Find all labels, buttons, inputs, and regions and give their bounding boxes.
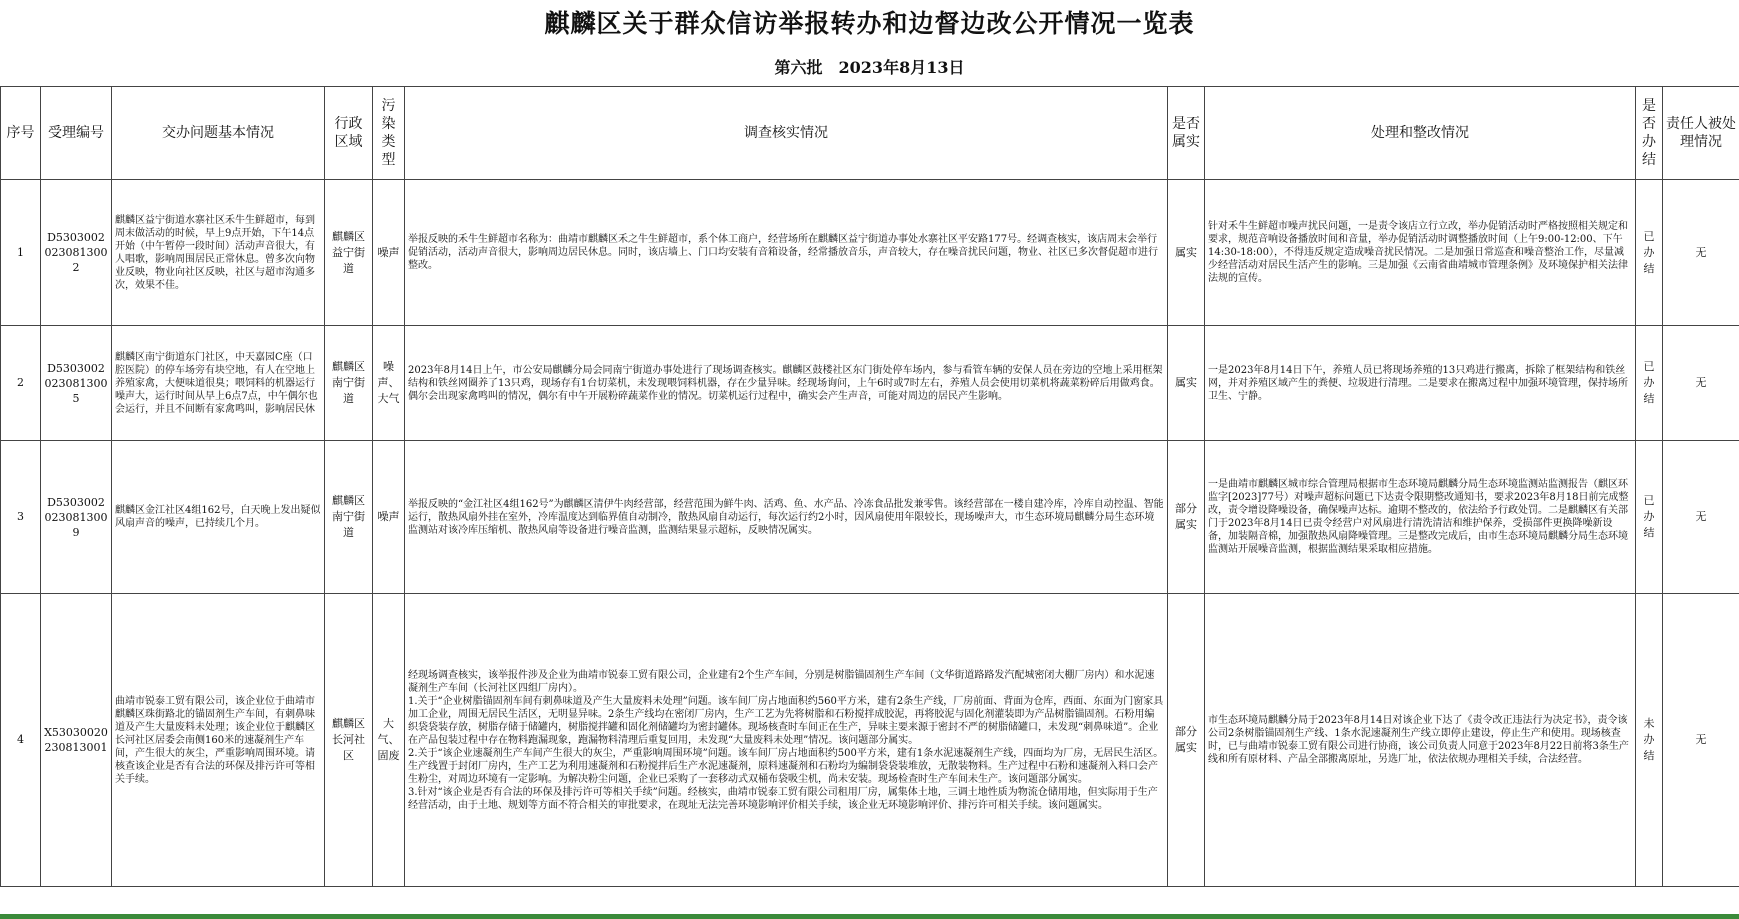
cell-accountability: 无 [1663, 441, 1739, 594]
cell-code: D53030020230813005 [41, 326, 112, 441]
cell-code: D53030020230813009 [41, 441, 112, 594]
report-table [0, 86, 1739, 887]
cell-accountability: 无 [1663, 594, 1739, 887]
investigation-paragraph: 举报反映的“金江社区4组162号”为麒麟区清伊牛肉经营部，经营范围为鲜牛肉、活鸡、鱼、水产品、冷冻食品批发兼零售。该经营部在一楼自建冷库，冷库自动控温、智能运行，散热风扇外挂在室外，冷库温度达到临界值自动制冷，散热风扇自动运行，每次运行约2小时，因风扇使用年限较长，现场噪声大，市生态环境局麒麟分局生态环境监测站对该冷库压缩机、散热风扇等设备进行噪音监测，监测结果显示超标，反映情况属实。 [408, 498, 1164, 536]
header-pollution: 污染类型 [373, 87, 405, 180]
cell-closed: 已办结 [1636, 441, 1663, 594]
investigation-paragraph: 2.关于“该企业速凝剂生产车间产生很大的灰尘，严重影响周围环境”问题。该车间厂房占地面积约500平方米，建有1条水泥速凝剂生产线，四面均为厂房，无居民生活区。生产线置于封闭厂房内，生产工艺为利用速凝剂和石粉搅拌后生产水泥速凝剂，原料速凝剂和石粉均为编制袋袋装堆放，无散装物料。生产过程中石粉和速凝剂入料口会产生粉尘，对周边环境有一定影响。为解决粉尘问题，企业已采购了一套移动式双桶布袋吸尘机，尚未安装。现场检查时生产车间未生产。该问题部分属实。 [408, 747, 1164, 785]
cell-accountability: 无 [1663, 326, 1739, 441]
cell-investigation [405, 441, 1168, 594]
cell-seq: 3 [1, 441, 41, 594]
header-issue: 交办问题基本情况 [112, 87, 325, 180]
cell-closed: 已办结 [1636, 180, 1663, 326]
header-closed: 是否办结 [1636, 87, 1663, 180]
cell-issue: 麒麟区南宁街道东门社区，中天嘉园C座（口腔医院）的停车场旁有块空地，有人在空地上养殖家禽，大便味道很臭；喂饲料的机器运行噪声大，运行时间从早上6点7点，中午偶尔也会运行，并且不间断有家禽鸣叫，影响居民休 [112, 326, 325, 441]
cell-region: 麒麟区南宁街道 [325, 441, 373, 594]
header-accountability: 责任人被处理情况 [1663, 87, 1739, 180]
cell-handling [1205, 441, 1636, 594]
cell-pollution: 噪声 [373, 441, 405, 594]
cell-closed: 未办结 [1636, 594, 1663, 887]
cell-closed: 已办结 [1636, 326, 1663, 441]
cell-pollution: 大气、固废 [373, 594, 405, 887]
cell-verified: 属实 [1168, 180, 1205, 326]
table-row [1, 441, 1739, 594]
batch-label: 第六批 [774, 58, 823, 77]
header-code: 受理编号 [41, 87, 112, 180]
cell-code: X53030020230813001 [41, 594, 112, 887]
cell-handling [1205, 594, 1636, 887]
investigation-paragraph: 1.关于“企业树脂锚固剂车间有刺鼻味道及产生大量废料未处理”问题。该车间厂房占地面积约560平方米，建有2条生产线，厂房前面、背面为仓库，西面、东面为门窗家具加工企业，周围无居民生活区，无明显异味。2条生产线均在密闭厂房内，生产工艺为先将树脂和石粉搅拌成胶泥，再将胶泥与固化剂灌装即为产品树脂锚固剂。石粉用编织袋袋装存放，树脂存储于储罐内，树脂搅拌罐和固化剂储罐均为密封罐体。现场核查时车间正在生产，异味主要来源于密封不严的树脂储罐口，未发现“刺鼻味道”。企业在产品包装过程中存在物料跑漏现象，跑漏物料清理后重复回用，未发现“大量废料未处理”情况。该问题部分属实。 [408, 695, 1164, 746]
investigation-paragraph: 经现场调查核实，该举报件涉及企业为曲靖市锐泰工贸有限公司，企业建有2个生产车间，分别是树脂锚固剂生产车间（文华街道路路发汽配城密闭大棚厂房内）和水泥速凝剂生产车间（长河社区四组厂房内）。 [408, 669, 1155, 694]
handling-paragraph: 针对禾牛生鲜超市噪声扰民问题，一是责令该店立行立改，举办促销活动时严格按照相关规定和要求，规范音响设备播放时间和音量，举办促销活动时调整播放时间（上午9:00-12:00、下午14:30-18:00），不得违反规定造成噪音扰民情况。二是加强日常巡查和噪音整治工作，尽量减少经营活动对居民生活产生的影响。三是加强《云南省曲靖城市管理条例》及环境保护相关法律法规的宣传。 [1208, 221, 1628, 284]
investigation-paragraph: 3.针对“该企业是否有合法的环保及排污许可等相关手续”问题。经核实，曲靖市锐泰工贸有限公司租用厂房，属集体土地，三调土地性质为物流仓储用地，但实际用于生产经营活动，由于土地、规划等方面不符合相关的审批要求，在现址无法完善环境影响评价相关手续，该企业无环境影响评价、排污许可相关手续。该问题属实。 [408, 786, 1158, 811]
header-seq: 序号 [1, 87, 41, 180]
cell-verified: 部分属实 [1168, 594, 1205, 887]
subtitle [0, 55, 1739, 78]
cell-investigation [405, 594, 1168, 887]
cell-region: 麒麟区南宁街道 [325, 326, 373, 441]
cell-region: 麒麟区益宁街道 [325, 180, 373, 326]
cell-pollution: 噪声 [373, 180, 405, 326]
page-title: 麒麟区关于群众信访举报转办和边督边改公开情况一览表 [544, 9, 1195, 38]
investigation-paragraph: 2023年8月14日上午，市公安局麒麟分局会同南宁街道办事处进行了现场调查核实。麒麟区鼓楼社区东门街处停车场内，参与看管车辆的安保人员在旁边的空地上采用框架结构和铁丝网圈养了13只鸡，现场存有1台切菜机，未发现喂饲料机器，存在少量异味。经现场询问，上午6时或7时左右，养殖人员会使用切菜机将蔬菜粉碎后用做鸡食。偶尔会出现家禽鸣叫的情况，偶尔有中午开展粉碎蔬菜作业的情况。切菜机运行过程中，确实会产生声音，可能对周边的居民产生影响。 [408, 364, 1163, 402]
handling-paragraph: 一是曲靖市麒麟区城市综合管理局根据市生态环境局麒麟分局生态环境监测站监测报告（麒区环监字[2023]77号）对噪声超标问题已下达责令限期整改通知书，要求2023年8月18日前完成整改，责令增设降噪设备，确保噪声达标。逾期不整改的，依法给予行政处罚。二是麒麟区有关部门于2023年8月14日已责令经营户对风扇进行清洗清洁和维护保养，受损部件更换降噪新设备，加装隔音棉，加强散热风扇降噪管理。三是整改完成后，由市生态环境局麒麟分局生态环境监测站开展噪音监测，根据监测结果采取相应措施。 [1208, 479, 1629, 555]
table-row [1, 180, 1739, 326]
handling-paragraph: 市生态环境局麒麟分局于2023年8月14日对该企业下达了《责令改正违法行为决定书》，责令该公司2条树脂锚固剂生产线、1条水泥速凝剂生产线立即停止建设，停止生产和使用。现场核查时，已与曲靖市锐泰工贸有限公司进行协商，该公司负责人同意于2023年8月22日前将3条生产线和所有原材料、产品全部搬离原址，另选厂址，依法依规办理相关手续，合法经营。 [1208, 715, 1629, 765]
cell-verified: 属实 [1168, 326, 1205, 441]
cell-investigation [405, 180, 1168, 326]
cell-seq: 4 [1, 594, 41, 887]
cell-seq: 2 [1, 326, 41, 441]
header-row [1, 87, 1739, 180]
table-row [1, 594, 1739, 887]
cell-investigation [405, 326, 1168, 441]
bottom-divider [0, 914, 1739, 919]
table-row [1, 326, 1739, 441]
header-investigation: 调查核实情况 [405, 87, 1168, 180]
cell-verified: 部分属实 [1168, 441, 1205, 594]
cell-pollution: 噪声、大气 [373, 326, 405, 441]
cell-handling [1205, 326, 1636, 441]
date-label: 2023年8月13日 [838, 58, 965, 77]
cell-issue: 麒麟区益宁街道水寨社区禾牛生鲜超市，每到周末做活动的时候，早上9点开始，下午14点开始（中午暂停一段时间）活动声音很大，有人唱歌，影响周围居民正常休息。曾多次向物业反映，物业向社区反映，社区与超市沟通多次，效果不佳。 [112, 180, 325, 326]
cell-seq: 1 [1, 180, 41, 326]
header-handling: 处理和整改情况 [1205, 87, 1636, 180]
header-region: 行政区域 [325, 87, 373, 180]
investigation-paragraph: 举报反映的禾牛生鲜超市名称为：曲靖市麒麟区禾之牛生鲜超市，系个体工商户，经营场所在麒麟区益宁街道办事处水寨社区平安路177号。经调查核实，该店周末会举行促销活动，活动声音很大，影响周边居民休息。同时，该店墙上、门口均安装有音箱设备，经常播放音乐，声音较大，存在噪音扰民问题，物业、社区已多次督促超市进行整改。 [408, 234, 1158, 271]
cell-accountability: 无 [1663, 180, 1739, 326]
cell-code: D53030020230813002 [41, 180, 112, 326]
handling-paragraph: 一是2023年8月14日下午，养殖人员已将现场养殖的13只鸡进行搬离，拆除了框架结构和铁丝网，并对养殖区域产生的粪便、垃圾进行清理。二是要求在搬离过程中加强环境管理，保持场所卫生、宁静。 [1208, 364, 1628, 402]
cell-issue: 麒麟区金江社区4组162号，白天晚上发出疑似风扇声音的噪声，已持续几个月。 [112, 441, 325, 594]
cell-issue: 曲靖市锐泰工贸有限公司，该企业位于曲靖市麒麟区珠街路北的锚固剂生产车间，有刺鼻味道及产生大量废料未处理；该企业位于麒麟区长河社区居委会南侧160米的速凝剂生产车间，产生很大的灰尘，严重影响周围环境。请核查该企业是否有合法的环保及排污许可等相关手续。 [112, 594, 325, 887]
cell-handling [1205, 180, 1636, 326]
header-verified: 是否属实 [1168, 87, 1205, 180]
cell-region: 麒麟区长河社区 [325, 594, 373, 887]
